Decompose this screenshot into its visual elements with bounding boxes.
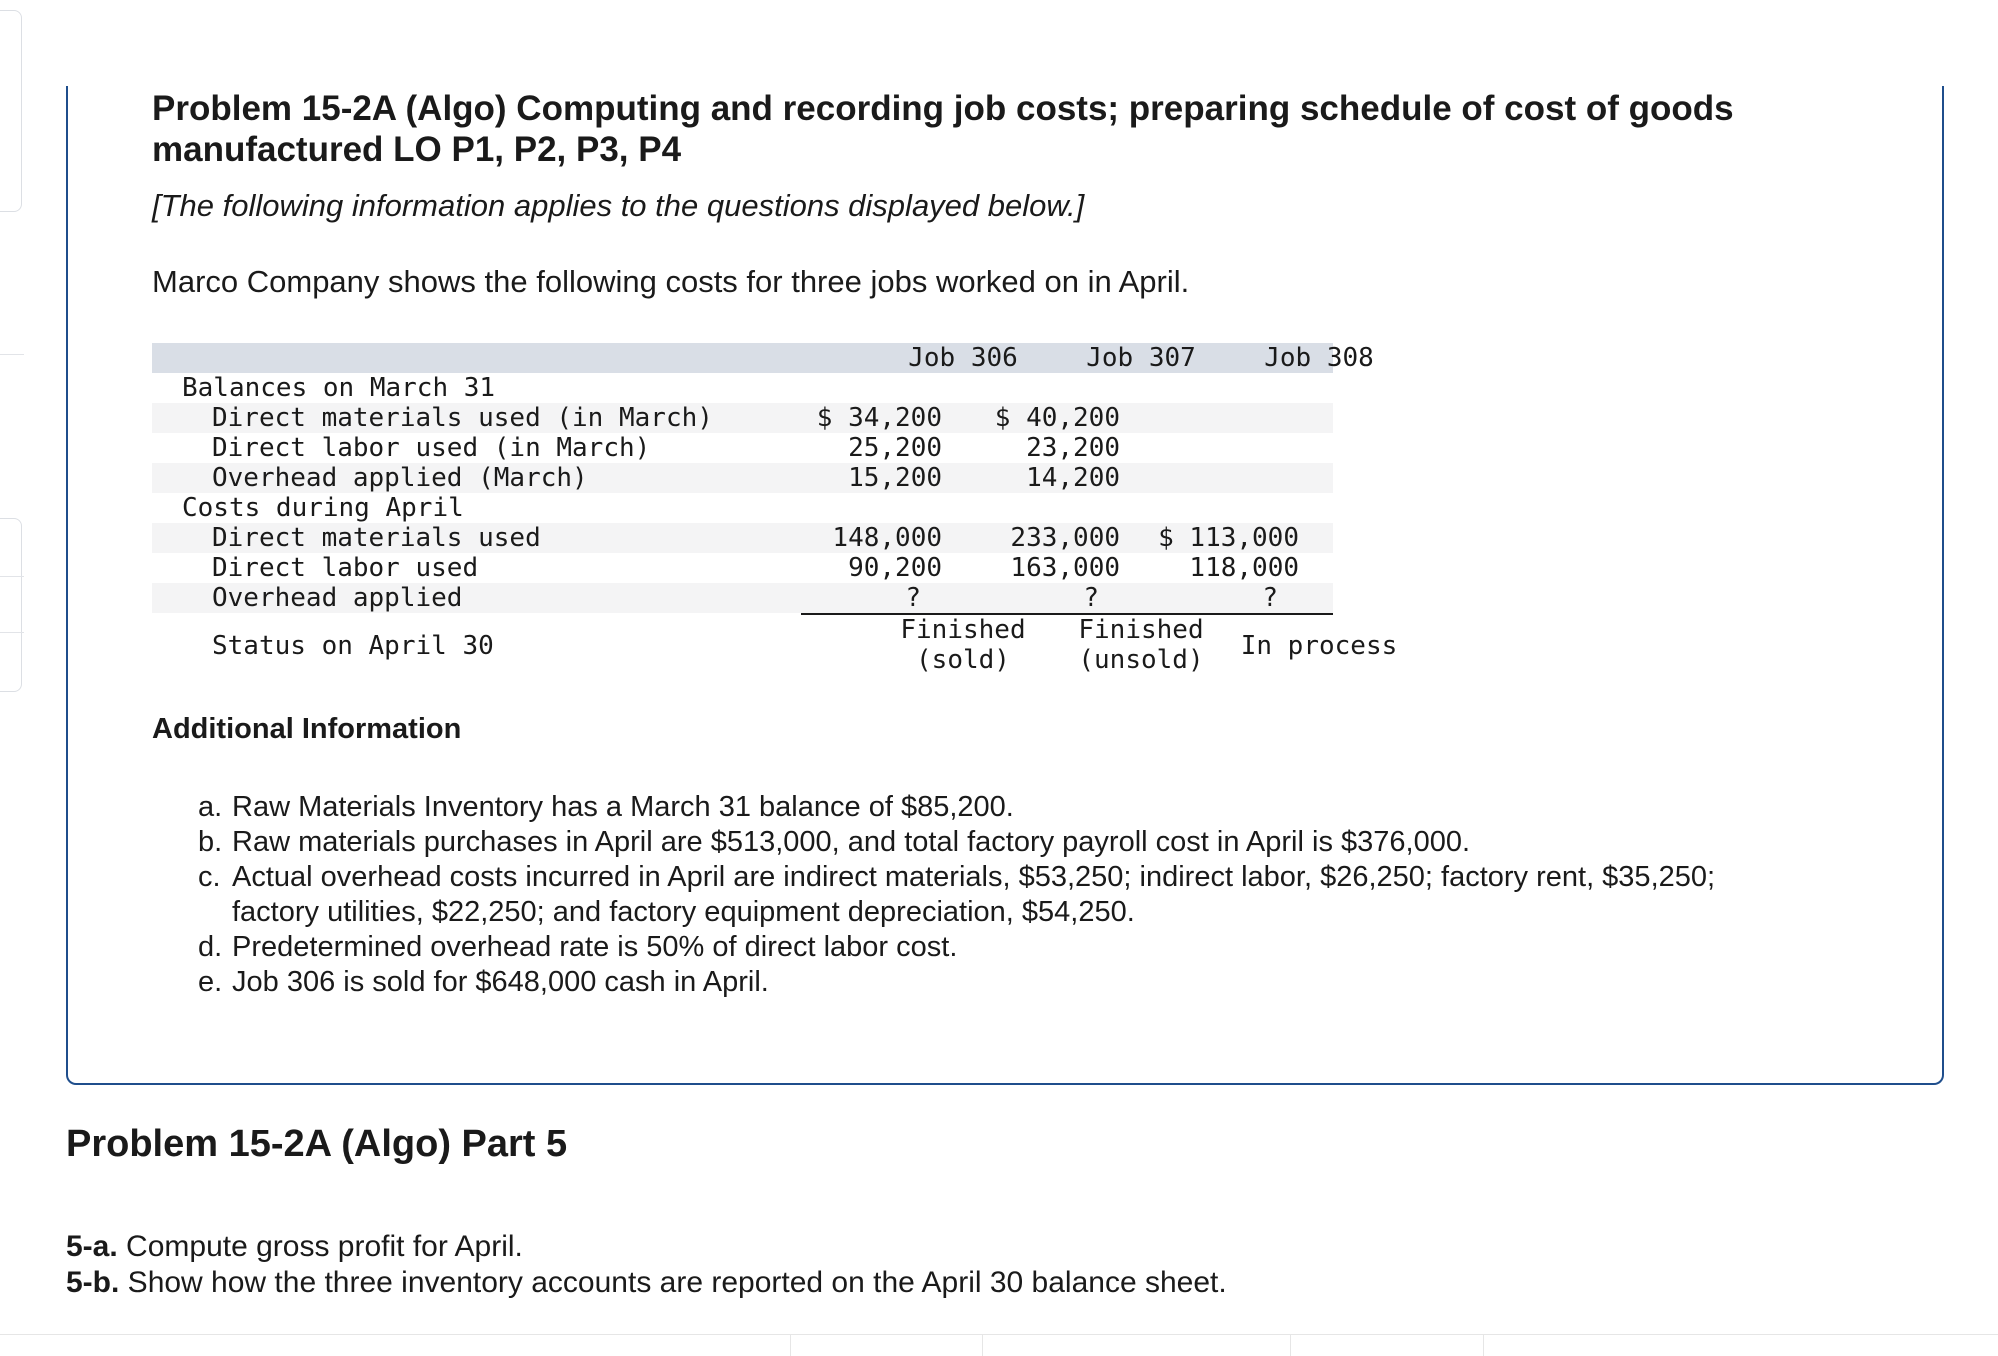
question-text: Show how the three inventory accounts are reported on the April 30 balance sheet. xyxy=(119,1266,1227,1299)
job-308-value: 118,000 xyxy=(1189,553,1299,583)
job-306-status-line1: Finished xyxy=(900,615,1026,645)
list-item xyxy=(198,860,1758,930)
item-text: Raw materials purchases in April are $513,000, and total factory payroll cost in April is $376,000. xyxy=(232,826,1471,858)
table-row xyxy=(152,523,1333,553)
job-306-value: ? xyxy=(905,583,921,613)
list-item xyxy=(198,930,1758,965)
job-307-status-line2: (unsold) xyxy=(1078,645,1204,675)
row-label: Direct materials used (in March) xyxy=(212,403,713,433)
job-307-status xyxy=(1061,615,1221,675)
table-row xyxy=(152,403,1333,433)
section-label: Costs during April xyxy=(182,493,464,523)
additional-info-list xyxy=(198,790,1758,1000)
job-306-value: 148,000 xyxy=(832,523,942,553)
job-306-value: 25,200 xyxy=(848,433,942,463)
table-row xyxy=(152,463,1333,493)
job-306-value: 15,200 xyxy=(848,463,942,493)
table-header-row xyxy=(152,343,1374,373)
item-text: Job 306 is sold for $648,000 cash in April. xyxy=(232,966,769,998)
list-item xyxy=(198,825,1758,860)
job-307-value: 163,000 xyxy=(1010,553,1120,583)
job-cost-table xyxy=(152,343,1398,679)
table-row xyxy=(152,583,1333,613)
row-label: Overhead applied xyxy=(212,583,463,613)
job-306-value: 90,200 xyxy=(848,553,942,583)
additional-info-title: Additional Information xyxy=(152,713,462,745)
item-key: c. xyxy=(198,861,221,893)
column-header-job-306: Job 306 xyxy=(908,343,1018,373)
item-key: b. xyxy=(198,826,223,858)
bottom-divider-tick xyxy=(790,1335,791,1356)
job-307-value: ? xyxy=(1083,583,1099,613)
job-306-value: $ 34,200 xyxy=(816,403,942,433)
bottom-divider-tick xyxy=(982,1335,983,1356)
question-key: 5-b. xyxy=(66,1266,120,1299)
section-row xyxy=(152,493,1333,523)
bottom-divider xyxy=(0,1334,1998,1335)
table-row xyxy=(152,553,1333,583)
job-307-value: 14,200 xyxy=(1026,463,1120,493)
side-panel-stub xyxy=(0,10,22,212)
job-308-value: $ 113,000 xyxy=(1158,523,1299,553)
side-panel-stub xyxy=(0,518,22,692)
side-divider xyxy=(0,632,24,633)
question-5b xyxy=(66,1265,1227,1301)
job-307-status-line1: Finished xyxy=(1078,615,1204,645)
section-label: Balances on March 31 xyxy=(182,373,496,403)
job-306-status xyxy=(883,615,1043,675)
table-row xyxy=(152,433,1333,463)
question-key: 5-a. xyxy=(66,1230,118,1263)
job-307-value: 23,200 xyxy=(1026,433,1120,463)
job-308-value: ? xyxy=(1262,583,1278,613)
item-key: a. xyxy=(198,791,223,823)
job-307-value: $ 40,200 xyxy=(994,403,1120,433)
job-308-status: In process xyxy=(1240,631,1398,661)
list-item xyxy=(198,965,1758,1000)
row-label: Direct labor used xyxy=(212,553,479,583)
side-divider xyxy=(0,354,24,355)
item-text: Actual overhead costs incurred in April are indirect materials, $53,250; indirect labor, $26,250; factory rent, $35,250; factory utilities, $22,250; and factory equipment depreciation, $54,250. xyxy=(232,861,1716,928)
item-text: Predetermined overhead rate is 50% of direct labor cost. xyxy=(232,931,958,963)
job-307-value: 233,000 xyxy=(1010,523,1120,553)
row-label: Direct labor used (in March) xyxy=(212,433,651,463)
item-key: e. xyxy=(198,966,223,998)
status-label: Status on April 30 xyxy=(212,631,494,661)
item-text: Raw Materials Inventory has a March 31 balance of $85,200. xyxy=(232,791,1014,823)
list-item xyxy=(198,790,1758,825)
bottom-divider-tick xyxy=(1290,1335,1291,1356)
row-label: Overhead applied (March) xyxy=(212,463,588,493)
problem-title: Problem 15-2A (Algo) Computing and recording job costs; preparing schedule of cost of goods manufactured LO P1, P2, P3, P4 xyxy=(152,89,1734,169)
column-header-job-308: Job 308 xyxy=(1264,343,1374,373)
question-5a xyxy=(66,1229,523,1265)
part-title: Problem 15-2A (Algo) Part 5 xyxy=(66,1123,568,1165)
question-text: Compute gross profit for April. xyxy=(117,1230,523,1263)
section-row xyxy=(152,373,1333,403)
side-divider xyxy=(0,576,24,577)
problem-lead: Marco Company shows the following costs for three jobs worked on in April. xyxy=(152,264,1190,299)
status-row xyxy=(152,615,1398,679)
bottom-divider-tick xyxy=(1483,1335,1484,1356)
row-label: Direct materials used xyxy=(212,523,541,553)
problem-intro: [The following information applies to the questions displayed below.] xyxy=(152,188,1085,223)
column-header-job-307: Job 307 xyxy=(1086,343,1196,373)
job-306-status-line2: (sold) xyxy=(916,645,1010,675)
item-key: d. xyxy=(198,931,223,963)
